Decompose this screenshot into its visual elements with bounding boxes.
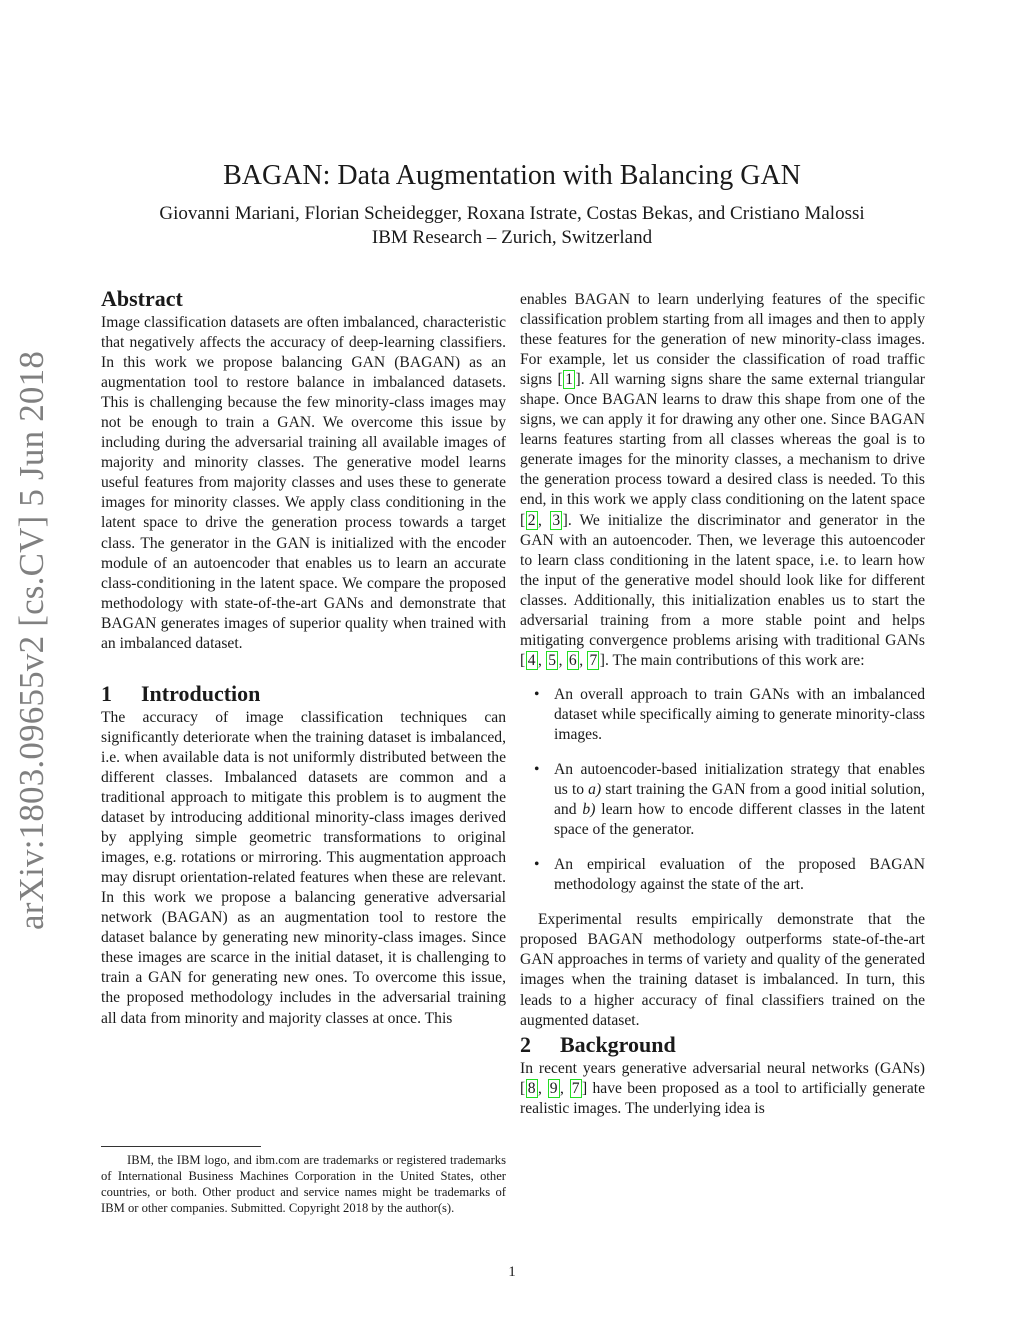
text-run: . We initialize the discriminator and generator in the GAN with an autoencoder. Then, we leverage this autoencoder to learn class conditioning in the latent space, i.e. to learn how the input of the generative model should look like for different classes. Additionally, this initialization enables us to start the adversarial training from a more stable point and helps mitigating convergence problems arising with traditional GANs (520, 511, 925, 649)
text-run: enables BAGAN to learn underlying features of the specific classification problem starting from all images and then to apply these features for the generation of new minority-class images. For example, let us consider the classification of road traffic signs (520, 291, 925, 389)
text-run: In recent years generative adversarial neural networks (GANs) (520, 1059, 925, 1077)
background-paragraph: In recent years generative adversarial neural networks (GANs) [ 8 , 9 , 7 ] have been proposed as a tool to artificially generate realistic images. The underlying idea is (520, 1059, 926, 1117)
footnote-text: IBM, the IBM logo, and ibm.com are trademarks or registered trademarks of International Business Machines Corporation in the United States, other countries, or both. Other product and service names might be trademarks of IBM or other companies. Submitted. Copyright 2018 by the author(s). (101, 1153, 506, 1215)
footnote-divider (101, 1146, 261, 1147)
bullet-icon: • (534, 761, 540, 779)
section-number: 2 (520, 1031, 531, 1057)
italic-label: a) (588, 781, 602, 799)
background-heading (520, 1031, 925, 1059)
author-list: Giovanni Mariani, Florian Scheidegger, Roxana Istrate, Costas Bekas, and Cristiano Malossi (159, 203, 865, 224)
text-run: start training the GAN from a good initial solution, and (554, 781, 925, 819)
citation-link[interactable]: 1 (565, 371, 573, 389)
abstract-text: Image classification datasets are often imbalanced, characteristic that negatively affects the accuracy of deep-learning classifiers. In this work we propose balancing GAN (BAGAN) as an augmentation tool to restore balance in imbalanced datasets. This is challenging because the few minority-class images may not be enough to train a GAN. We overcome this issue by including during the adversarial training all available images of majority and minority classes. The generative model learns useful features from majority classes and uses these to generate images for minority classes. We apply class conditioning in the latent space to drive the generation process towards a target class. The generator in the GAN is initialized with the encoder module of an autoencoder that enables us to learn an accurate class-conditioning in the latent space. We compare the proposed methodology with state-of-the-art GANs and demonstrate that BAGAN generates images of superior quality when trained with an imbalanced dataset. (101, 314, 506, 652)
text-run: An autoencoder-based initialization strategy that enables us to (554, 761, 925, 799)
citation-link[interactable]: 4 (527, 651, 536, 669)
section-title: Introduction (141, 680, 261, 706)
page-number: 1 (508, 1264, 516, 1280)
list-item (520, 855, 925, 895)
text-run: have been proposed as a tool to artificially generate realistic images. The underlying idea is (520, 1079, 926, 1117)
affiliation: IBM Research – Zurich, Switzerland (371, 227, 653, 248)
list-item-text: An overall approach to train GANs with an imbalanced dataset while specifically aiming to generate minority-class images. (554, 685, 925, 743)
author-block (0, 202, 1024, 250)
italic-label: b) (582, 801, 596, 819)
footnote (101, 1152, 506, 1216)
contributions-list (520, 685, 925, 895)
bullet-icon: • (534, 856, 540, 874)
citation-link[interactable]: 2 (527, 511, 536, 529)
citation-link[interactable]: 8 (527, 1079, 536, 1097)
citation-link[interactable]: 7 (589, 651, 598, 669)
text-run: . The main contributions of this work are: (604, 651, 865, 669)
introduction-heading (101, 680, 506, 708)
text-run: . All warning signs share the same external triangular shape. Once BAGAN learns to draw this shape from one of the signs, we can apply it for drawing any other one. Since BAGAN learns features starting from all classes whereas the goal is to generate images for the minority classes, a mechanism to drive the generation process toward a desired class is needed. To this end, in this work we apply class conditioning on the latent space (520, 371, 925, 509)
citation-link[interactable]: 9 (549, 1079, 558, 1097)
results-paragraph: Experimental results empirically demonstrate that the proposed BAGAN methodology outperforms state-of-the-art GAN approaches in terms of variety and quality of the generated images when the training dataset is imbalanced. In turn, this leads to a higher accuracy of final classifiers trained on the augmented dataset. (520, 911, 925, 1029)
citation-link[interactable]: 7 (571, 1079, 580, 1097)
citation-link[interactable]: 3 (552, 511, 561, 529)
citation-link[interactable]: 5 (548, 651, 557, 669)
abstract-heading: Abstract (101, 286, 183, 311)
list-item (520, 685, 925, 745)
list-item-text: An empirical evaluation of the proposed BAGAN methodology against the state of the art. (554, 856, 925, 894)
list-item (520, 760, 925, 840)
section-number: 1 (101, 680, 112, 706)
right-column (520, 290, 925, 1119)
arxiv-identifier-stamp: arXiv:1803.09655v2 [cs.CV] 5 Jun 2018 (12, 350, 51, 930)
text-run: learn how to encode different classes in the latent space of the generator. (554, 801, 926, 839)
section-title: Background (560, 1031, 676, 1057)
introduction-paragraph: The accuracy of image classification techniques can significantly deteriorate when the training dataset is imbalanced, i.e. when available data is not uniformly distributed between the different classes. Imbalanced datasets are common and a traditional approach to mitigate this problem is to augment the dataset by introducing additional minority-class images derived by applying simple geometric transformations to original images, e.g. rotations or mirroring. This augmentation approach may disrupt orientation-related features when these are relevant. In this work we propose a balancing generative adversarial network (BAGAN) as an augmentation tool to restore the dataset balance by generating new minority-class images. Since these images are scarce in the initial dataset, it is challenging to train a GAN for generating new ones. To overcome this issue, the proposed methodology includes in the adversarial training all data from minority and majority classes at once. This (101, 708, 506, 1027)
citation-link[interactable]: 6 (568, 651, 577, 669)
paper-title: BAGAN: Data Augmentation with Balancing GAN (223, 159, 801, 191)
bullet-icon: • (534, 685, 540, 703)
left-column (101, 285, 506, 1029)
introduction-continuation: enables BAGAN to learn underlying features of the specific classification problem starting from all images and then to apply these features for the generation of new minority-class images. For example, let us consider the classification of road traffic signs [ 1 ]. All warning signs share the same external triangular shape. Once BAGAN learns to draw this shape from one of the signs, we can apply it for drawing any other one. Since BAGAN learns features starting from all classes whereas the goal is to generate images for the minority classes, a mechanism to drive the generation process toward a desired class is needed. To this end, in this work we apply class conditioning on the latent space [ 2 , 3 ]. We initialize the discriminator and generator in the GAN with an autoencoder. Then, we leverage this autoencoder to learn class conditioning in the latent space, i.e. to learn how the input of the generative model should look like for different classes. Additionally, this initialization enables us to start the adversarial training from a more stable point and helps mitigating convergence problems arising with traditional GANs [ 4 , 5 , 6 , 7 ]. The main contributions of this work are: (520, 291, 925, 669)
